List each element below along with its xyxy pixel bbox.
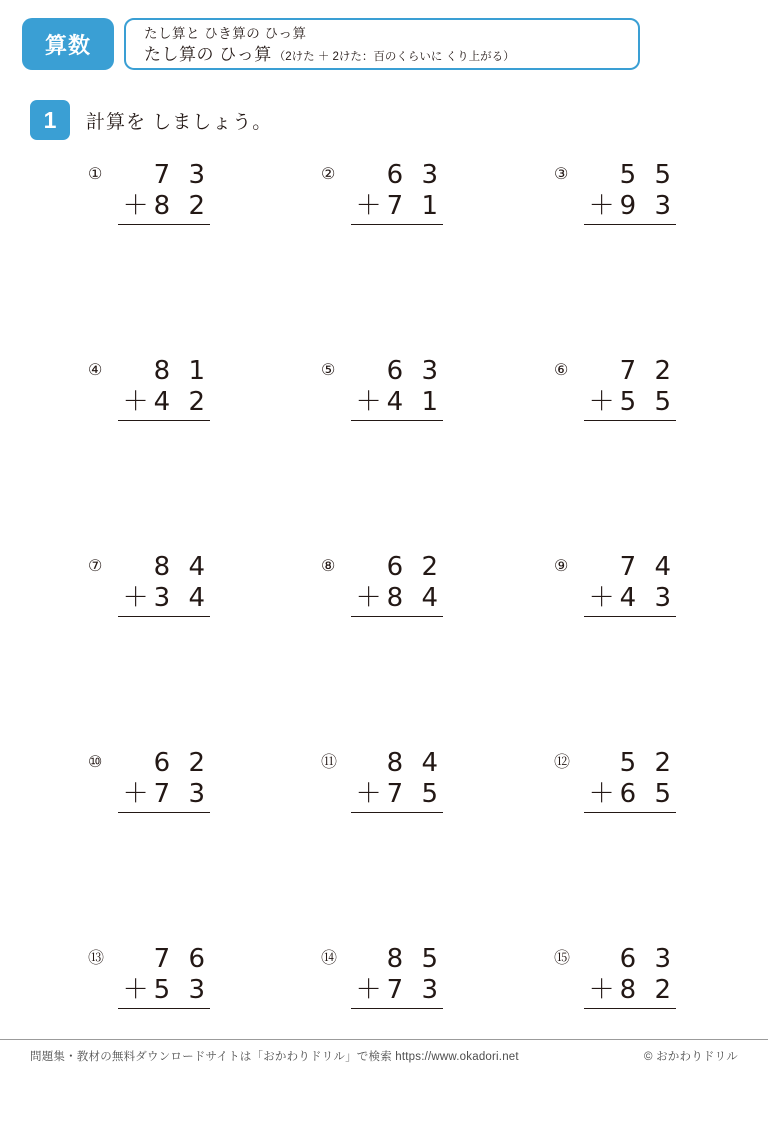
problem-cell	[554, 160, 708, 356]
subject-badge: 算数	[22, 18, 114, 70]
problem-calc	[584, 356, 676, 421]
addend-bottom: ＋7 3	[118, 779, 210, 813]
addend-top: 6 2	[153, 748, 210, 778]
problem-calc	[118, 748, 210, 813]
problem-2	[321, 160, 554, 225]
addend-bottom: ＋5 5	[584, 387, 676, 421]
problem-calc	[351, 552, 443, 617]
problem-9	[554, 552, 708, 617]
addend-bottom: ＋4 3	[584, 583, 676, 617]
addend-top: 8 5	[386, 944, 443, 974]
problem-calc	[584, 552, 676, 617]
problem-calc	[351, 356, 443, 421]
section-number: 1	[30, 100, 70, 140]
addend-top: 6 3	[386, 356, 443, 386]
addend-bottom: ＋7 1	[351, 191, 443, 225]
addend-top: 8 4	[386, 748, 443, 778]
addend-bottom: ＋3 4	[118, 583, 210, 617]
problem-calc	[118, 160, 210, 225]
addend-top: 6 3	[619, 944, 676, 974]
problem-marker: ⑪	[321, 754, 338, 771]
problem-12	[554, 748, 708, 813]
problem-marker: ⑧	[321, 558, 336, 575]
section-header	[30, 100, 272, 140]
addend-bottom: ＋9 3	[584, 191, 676, 225]
title-topic-main: たし算の ひっ算	[144, 45, 272, 64]
addend-top: 5 2	[619, 748, 676, 778]
worksheet-header	[22, 18, 640, 70]
addend-top: 8 4	[153, 552, 210, 582]
problem-4	[88, 356, 321, 421]
problem-cell	[321, 160, 554, 356]
problem-6	[554, 356, 708, 421]
problem-11	[321, 748, 554, 813]
problem-marker: ④	[88, 362, 103, 379]
problem-3	[554, 160, 708, 225]
addend-top: 5 5	[619, 160, 676, 190]
title-line-unit: たし算と ひき算の ひっ算	[144, 26, 307, 41]
title-topic-sub: （2けた ＋ 2けた：百のくらいに くり上がる）	[273, 51, 515, 63]
problem-cell	[554, 748, 708, 944]
problem-cell	[88, 160, 321, 356]
problem-marker: ⑥	[554, 362, 569, 379]
problem-calc	[584, 160, 676, 225]
problem-calc	[118, 356, 210, 421]
problem-calc	[351, 160, 443, 225]
addend-top: 7 6	[153, 944, 210, 974]
addend-top: 8 1	[153, 356, 210, 386]
problem-13	[88, 944, 321, 1009]
problem-marker: ⑮	[554, 950, 571, 967]
problem-marker: ⑫	[554, 754, 571, 771]
addend-bottom: ＋8 4	[351, 583, 443, 617]
title-line-topic	[144, 43, 638, 69]
problem-calc	[584, 748, 676, 813]
problem-marker: ②	[321, 166, 336, 183]
section-instruction: 計算を しましょう。	[86, 111, 273, 133]
addend-bottom: ＋4 1	[351, 387, 443, 421]
addend-bottom: ＋7 5	[351, 779, 443, 813]
problem-calc	[351, 748, 443, 813]
problem-row	[88, 160, 708, 356]
problem-marker: ⑤	[321, 362, 336, 379]
problem-cell	[88, 552, 321, 748]
problem-calc	[584, 944, 676, 1009]
problem-cell	[321, 356, 554, 552]
problem-row	[88, 748, 708, 944]
addend-bottom: ＋4 2	[118, 387, 210, 421]
addend-top: 7 2	[619, 356, 676, 386]
problem-cell	[88, 356, 321, 552]
problem-1	[88, 160, 321, 225]
problem-cell	[88, 748, 321, 944]
addend-bottom: ＋6 5	[584, 779, 676, 813]
problem-15	[554, 944, 708, 1009]
problem-cell	[321, 552, 554, 748]
page-footer	[0, 1039, 768, 1073]
problem-marker: ③	[554, 166, 569, 183]
problem-row	[88, 552, 708, 748]
problem-10	[88, 748, 321, 813]
footer-copyright: © おかわりドリル	[644, 1051, 738, 1063]
problem-marker: ⑩	[88, 754, 103, 771]
problem-marker: ①	[88, 166, 103, 183]
problem-cell	[554, 552, 708, 748]
problem-marker: ⑬	[88, 950, 105, 967]
addend-top: 6 3	[386, 160, 443, 190]
problem-calc	[118, 944, 210, 1009]
problem-marker: ⑭	[321, 950, 338, 967]
title-box	[124, 18, 640, 70]
addend-top: 7 3	[153, 160, 210, 190]
problem-marker: ⑦	[88, 558, 103, 575]
addend-bottom: ＋8 2	[584, 975, 676, 1009]
addend-top: 6 2	[386, 552, 443, 582]
problem-calc	[118, 552, 210, 617]
problem-14	[321, 944, 554, 1009]
problem-5	[321, 356, 554, 421]
problem-cell	[321, 748, 554, 944]
addend-bottom: ＋8 2	[118, 191, 210, 225]
problem-grid	[88, 160, 708, 1140]
problem-marker: ⑨	[554, 558, 569, 575]
problem-row	[88, 356, 708, 552]
addend-top: 7 4	[619, 552, 676, 582]
problem-cell	[554, 356, 708, 552]
problem-7	[88, 552, 321, 617]
problem-calc	[351, 944, 443, 1009]
addend-bottom: ＋5 3	[118, 975, 210, 1009]
footer-site-note: 問題集・教材の無料ダウンロードサイトは「おかわりドリル」で検索 https://www.okadori.net	[30, 1051, 519, 1063]
problem-8	[321, 552, 554, 617]
addend-bottom: ＋7 3	[351, 975, 443, 1009]
